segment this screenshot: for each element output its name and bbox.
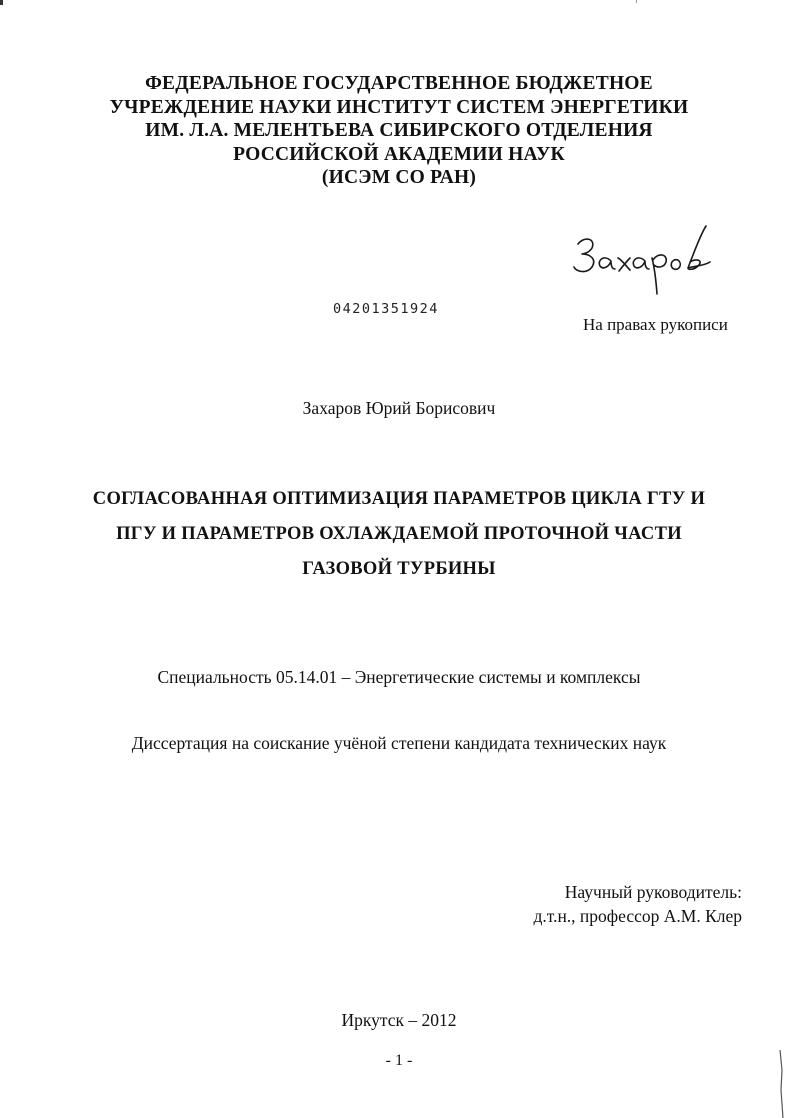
organization-line: УЧРЕЖДЕНИЕ НАУКИ ИНСТИТУТ СИСТЕМ ЭНЕРГЕТИКИ [109, 96, 689, 118]
city-year: Иркутск – 2012 [341, 1010, 457, 1030]
scientific-advisor [533, 880, 742, 928]
organization-line: РОССИЙСКОЙ АКАДЕМИИ НАУК [233, 143, 565, 165]
document-code: 04201351924 [333, 301, 439, 317]
title-line: ПГУ И ПАРАМЕТРОВ ОХЛАЖДАЕМОЙ ПРОТОЧНОЙ ЧАСТИ [116, 524, 682, 544]
organization-line: ФЕДЕРАЛЬНОЕ ГОСУДАРСТВЕННОЕ БЮДЖЕТНОЕ [145, 73, 653, 94]
title-line: СОГЛАСОВАННАЯ ОПТИМИЗАЦИЯ ПАРАМЕТРОВ ЦИКЛА ГТУ И [92, 489, 706, 509]
dissertation-title [0, 482, 798, 587]
handwritten-signature [570, 222, 720, 302]
page-number: - 1 - [385, 1052, 413, 1069]
advisor-name: д.т.н., профессор А.М. Клер [533, 906, 742, 926]
author-name: Захаров Юрий Борисович [302, 398, 496, 418]
dissertation-type: Диссертация на соискание учёной степени кандидата технических наук [131, 733, 667, 753]
organization-line: ИМ. Л.А. МЕЛЕНТЬЕВА СИБИРСКОГО ОТДЕЛЕНИЯ [145, 120, 653, 141]
rights-note: На правах рукописи [583, 315, 728, 334]
title-line: ГАЗОВОЙ ТУРБИНЫ [302, 559, 496, 579]
organization-header [0, 72, 798, 190]
advisor-label: Научный руководитель: [564, 882, 742, 902]
organization-line: (ИСЭМ СО РАН) [321, 167, 477, 188]
speciality: Специальность 05.14.01 – Энергетические системы и комплексы [157, 667, 641, 687]
